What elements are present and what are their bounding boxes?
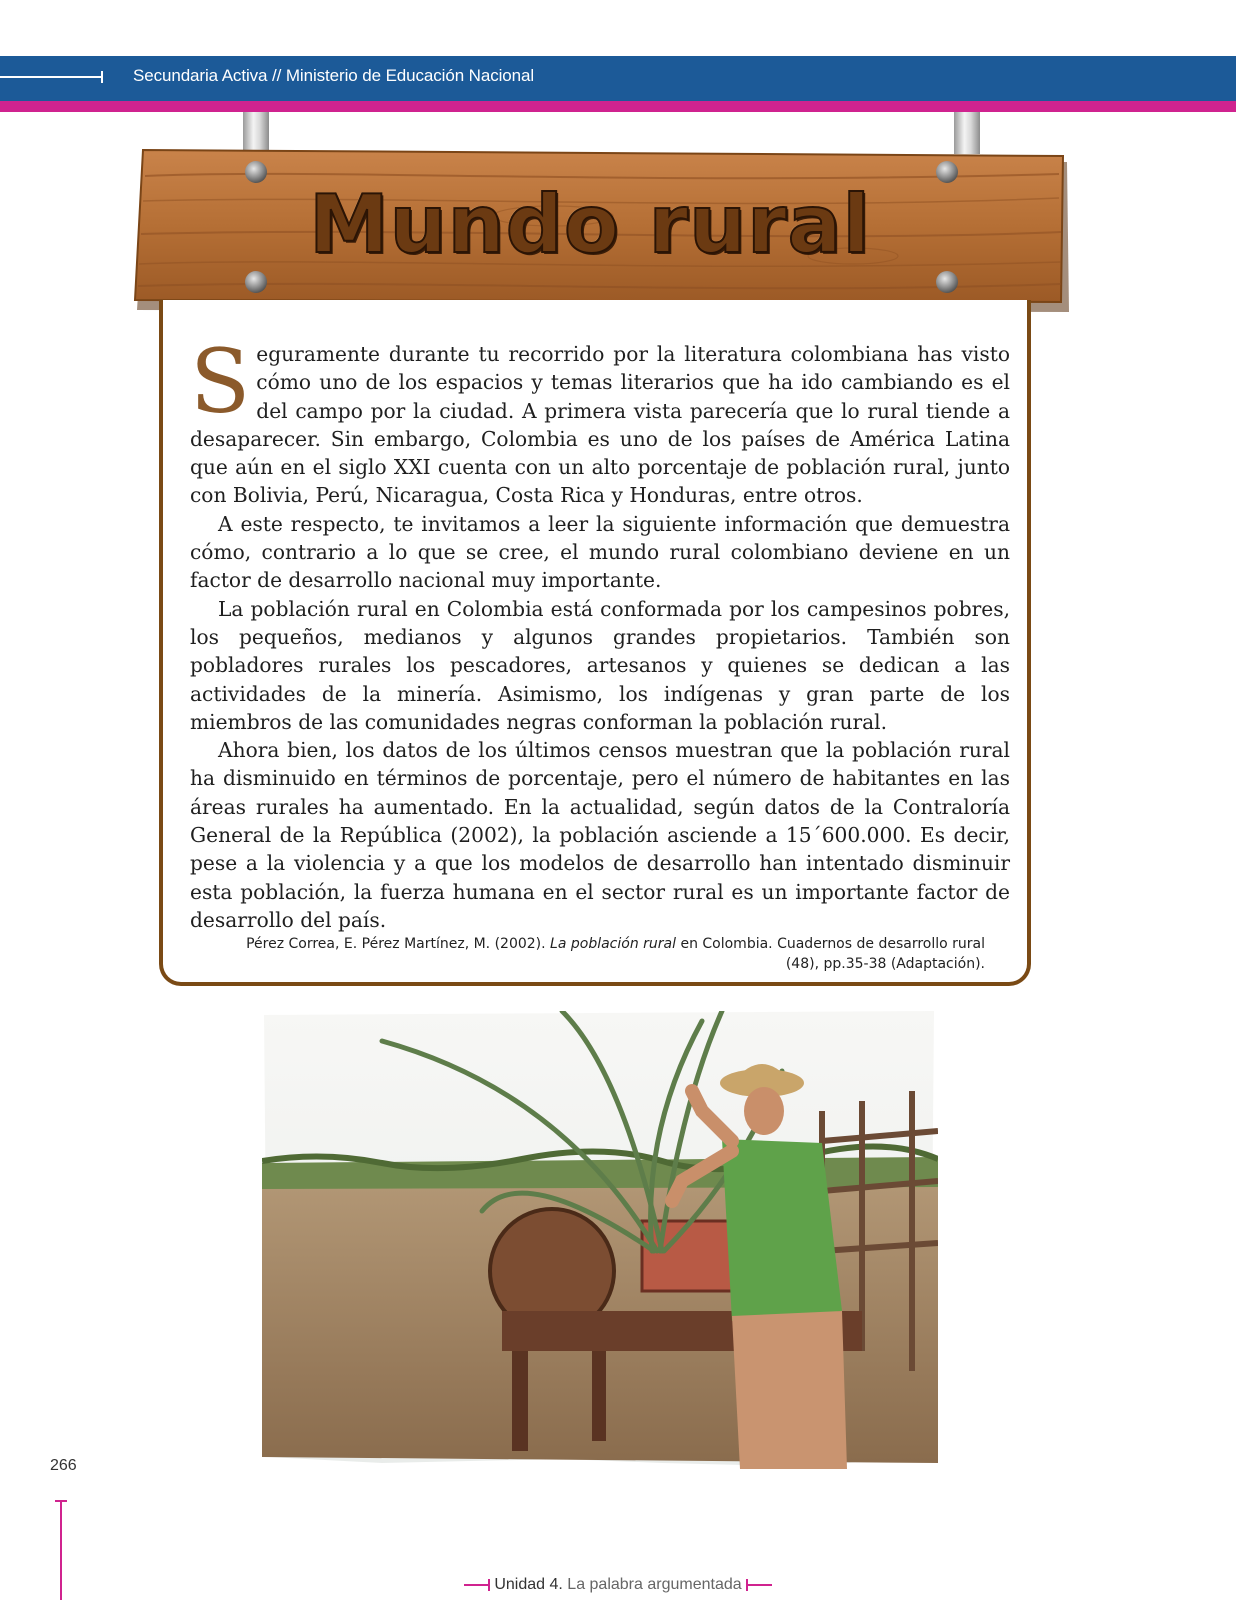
citation-line-1: Pérez Correa, E. Pérez Martínez, M. (2002). La población rural en Colombia. Cuadernos de desarrollo rural (246, 936, 985, 952)
page-number: 266 (50, 1457, 77, 1474)
citation-line-2: (48), pp.35-38 (Adaptación). (785, 956, 985, 972)
paragraph-3: La población rural en Colombia está conformada por los campesinos pobres, los pequeños, medianos y algunos grandes propietarios. También son pobladores rurales los pescadores, artesanos y quienes se dedican a las actividades de la minería. Asimismo, los indígenas y gran parte de los miembros de las comunidades negras conforman la población rural. (190, 596, 1010, 734)
footer-unit-label: Unidad 4. La palabra argumentada (0, 1576, 1236, 1594)
footer-dash-left (464, 1584, 490, 1586)
drop-cap: S (190, 330, 251, 433)
header-accent-stripe (0, 101, 1236, 112)
paragraph-2: A este respecto, te invitamos a leer la siguiente información que demuestra cómo, contrario a lo que se cree, el mundo rural colombiano deviene en un factor de desarrollo nacional muy importante. (190, 511, 1010, 593)
header-title: Secundaria Activa // Ministerio de Educación Nacional (133, 66, 535, 85)
article-body (190, 330, 1010, 934)
footer-dash-right (746, 1584, 772, 1586)
paragraph-1: Seguramente durante tu recorrido por la literatura colombiana has visto cómo uno de los espacios y temas literarios que ha ido cambiando es el del campo por la ciudad. A primera vista parecería que lo rural tiende a desaparecer. Sin embargo, Colombia es uno de los países de América Latina que aún en el siglo XXI cuenta con un alto porcentaje de población rural, junto con Bolivia, Perú, Nicaragua, Costa Rica y Honduras, entre otros. (190, 330, 1010, 508)
page-title: Mundo rural (309, 178, 871, 271)
header-rule (0, 76, 102, 78)
paragraph-4: Ahora bien, los datos de los últimos censos muestran que la población rural ha disminuido en términos de porcentaje, pero el número de habitantes en las áreas rurales ha aumentado. En la actualidad, según datos de la Contraloría General de la República (2002), la población asciende a 15´600.000. Es decir, pese a la violencia y a que los modelos de desarrollo han intentado disminuir esta población, la fuerza humana en el sector rural es un importante factor de desarrollo del país. (190, 738, 1010, 932)
header-rule-tick (101, 71, 103, 83)
citation (200, 934, 985, 974)
margin-rule-tick (55, 1500, 67, 1502)
sugarcane-farmer-photo (262, 1011, 938, 1469)
